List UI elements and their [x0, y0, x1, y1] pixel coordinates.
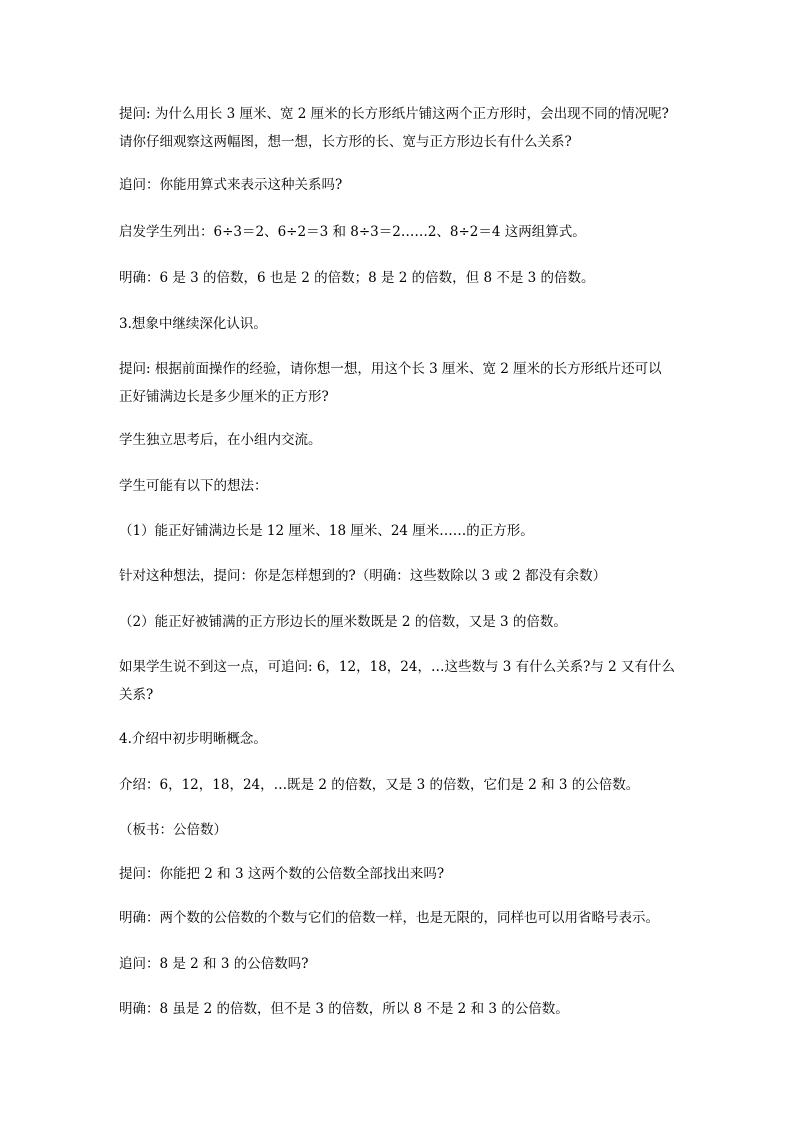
- text-line: 明确：8 虽是 2 的倍数，但不是 3 的倍数，所以 8 不是 2 和 3 的公倍数。: [119, 1001, 569, 1017]
- text-line: 提问: 为什么用长 3 厘米、宽 2 厘米的长方形纸片铺这两个正方形时，会出现不同的情况呢?: [119, 106, 669, 122]
- text-line: 追问：8 是 2 和 3 的公倍数吗?: [119, 956, 309, 972]
- section-heading: 3.想象中继续深化认识。: [119, 316, 267, 332]
- text-line: 追问：你能用算式来表示这种关系吗?: [119, 177, 343, 193]
- text-line: 提问：你能把 2 和 3 这两个数的公倍数全部找出来吗?: [119, 866, 445, 882]
- text-line: 请你仔细观察这两幅图，想一想，长方形的长、宽与正方形边长有什么关系?: [119, 134, 572, 150]
- text-line: 介绍：6，12，18，24，…既是 2 的倍数，又是 3 的倍数，它们是 2 和 3 的公倍数。: [119, 777, 640, 793]
- text-line: 启发学生列出：6÷3＝2、6÷2＝3 和 8÷3＝2……2、8÷2＝4 这两组算式。: [119, 224, 586, 240]
- text-line: 明确：6 是 3 的倍数，6 也是 2 的倍数；8 是 2 的倍数，但 8 不是 3 的倍数。: [119, 270, 595, 286]
- text-line: 针对这种想法，提问：你是怎样想到的?（明确：这些数除以 3 或 2 都没有余数）: [119, 568, 607, 584]
- text-line: 学生可能有以下的想法：: [119, 478, 268, 494]
- text-line: 关系?: [119, 687, 154, 703]
- text-line: 如果学生说不到这一点，可追问: 6，12，18，24，…这些数与 3 有什么关系?与 2 又有什么: [119, 659, 676, 675]
- text-line: 提问: 根据前面操作的经验，请你想一想，用这个长 3 厘米、宽 2 厘米的长方形纸片还可以: [119, 361, 662, 377]
- text-line: （1）能正好铺满边长是 12 厘米、18 厘米、24 厘米……的正方形。: [119, 523, 534, 539]
- text-line: 正好铺满边长是多少厘米的正方形?: [119, 389, 329, 405]
- text-line: 明确：两个数的公倍数的个数与它们的倍数一样，也是无限的，同样也可以用省略号表示。: [119, 910, 659, 926]
- section-heading: 4.介绍中初步明晰概念。: [119, 731, 267, 747]
- text-line: （2）能正好被铺满的正方形边长的厘米数既是 2 的倍数，又是 3 的倍数。: [119, 614, 567, 630]
- text-line: （板书：公倍数）: [119, 822, 227, 838]
- text-line: 学生独立思考后，在小组内交流。: [119, 432, 322, 448]
